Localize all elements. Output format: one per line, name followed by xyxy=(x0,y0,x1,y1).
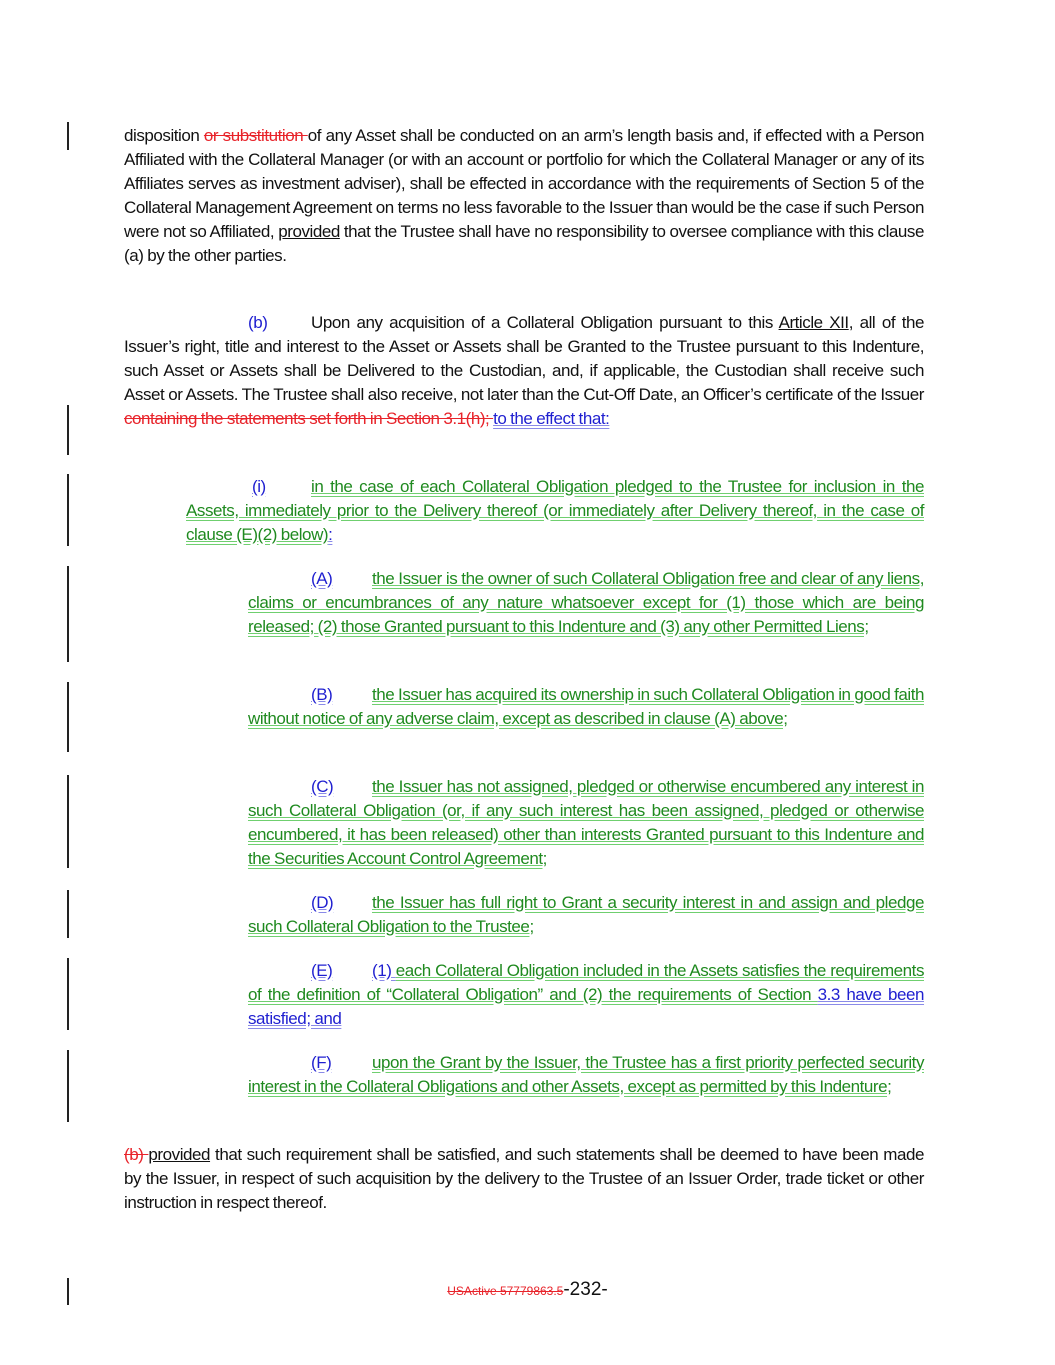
change-bar xyxy=(67,775,69,868)
clause-label: (A) xyxy=(311,569,333,588)
change-bar xyxy=(67,1050,69,1122)
inserted-text: the Issuer has not assigned, pledged or otherwise encumbered any interest in such Collateral Obligation (or, if any such interest has been assigned, pledged or otherwise encumbered, it has been released) other than interests Granted pursuant to this Indenture and the Securities Account Control Agreement; xyxy=(248,777,924,868)
inserted-text: the Issuer has acquired its ownership in such Collateral Obligation in good faith without notice of any adverse claim, except as described in clause (A) above; xyxy=(248,685,924,728)
paragraph-b xyxy=(124,311,924,431)
inserted-text: the Issuer is the owner of such Collateral Obligation free and clear of any liens, claims or encumbrances of any nature whatsoever except for (1) those which are being released; (2) those Granted pursuant to this Indenture and (3) any other Permitted Liens; xyxy=(248,569,924,636)
text: , all of the Issuer’s right, title and interest to the Asset or Assets shall be Granted to the Trustee pursuant to this Indenture, such Asset or Assets shall be Delivered to the Custodian, and, if applicable, the Custodian shall receive such Asset or Assets. The Trustee shall also receive, not later than the Cut-Off Date, an Officer’s certificate of the Issuer xyxy=(124,313,925,404)
inserted-text: the Issuer has full right to Grant a security interest in and assign and pledge such Collateral Obligation to the Trustee; xyxy=(248,893,924,936)
clause-label: (D) xyxy=(311,893,334,912)
deleted-document-id: USActive 57779863.5 xyxy=(447,1284,564,1298)
inserted-text: 3.3 have been satisfied; and xyxy=(248,985,925,1028)
change-bar xyxy=(67,122,69,150)
change-bar xyxy=(67,474,69,546)
inserted-text: in the case of each Collateral Obligation pledged to the Trustee for inclusion in the Assets, immediately prior to the Delivery thereof (or immediately after Delivery thereof, in the case of clause (E)(2) below) xyxy=(186,477,924,544)
clause-D xyxy=(248,891,924,939)
clause-label: (C) xyxy=(311,777,334,796)
clause-i xyxy=(186,475,924,547)
inserted-text: upon the Grant by the Issuer, the Trustee has a first priority perfected security interest in the Collateral Obligations and other Assets, except as permitted by this Indenture; xyxy=(248,1053,924,1096)
underlined-text: provided xyxy=(278,222,340,241)
clause-C xyxy=(248,775,924,871)
page-footer xyxy=(0,1279,1055,1301)
clause-F xyxy=(248,1051,924,1099)
deleted-text: (b) xyxy=(124,1145,149,1164)
clause-label: (B) xyxy=(311,685,333,704)
inserted-text: (1) xyxy=(372,961,396,980)
clause-E xyxy=(248,959,924,1031)
text: that such requirement shall be satisfied, and such statements shall be deemed to have been made by the Issuer, in respect of such acquisition by the delivery to the Trustee of an Issuer Order, trade ticket or other instruction in respect thereof. xyxy=(124,1145,924,1212)
clause-label: (E) xyxy=(311,961,333,980)
proviso-paragraph xyxy=(124,1143,924,1215)
text: of any Asset shall be conducted on an arm’s length basis and, if effected with a Person Affiliated with the Collateral Manager (or with an account or portfolio for which the Collateral Manager or any of its Affiliates serves as investment adviser), shall be effected in accordance with the requirements of Section 5 of the Collateral Management Agreement on terms no less favorable to the Issuer than would be the case if such Person were not so Affiliated, xyxy=(124,126,925,241)
change-bar xyxy=(67,958,69,1030)
deleted-text: or substitution xyxy=(203,126,308,145)
clause-A xyxy=(248,567,924,639)
page-number: -232- xyxy=(563,1279,608,1300)
text: that the Trustee shall have no responsibility to oversee compliance with this clause (a) by the other parties. xyxy=(124,222,924,265)
clause-label: (b) xyxy=(248,313,268,332)
change-bar xyxy=(67,566,69,662)
paragraph-a-continuation xyxy=(124,124,924,268)
text: disposition xyxy=(124,126,204,145)
change-bar xyxy=(67,405,69,455)
clause-label: (F) xyxy=(311,1053,332,1072)
text: Upon any acquisition of a Collateral Obligation pursuant to this xyxy=(311,313,779,332)
change-bar xyxy=(67,890,69,938)
cross-reference: Article XII xyxy=(778,313,849,332)
inserted-text: each Collateral Obligation included in the Assets satisfies the requirements of the definition of “Collateral Obligation” and (2) the requirements of Section xyxy=(248,961,924,1004)
change-bar xyxy=(67,682,69,752)
inserted-text: to the effect that: xyxy=(493,409,610,428)
clause-B xyxy=(248,683,924,731)
deleted-text: containing the statements set forth in Section 3.1(h); xyxy=(124,409,494,428)
inserted-text: : xyxy=(328,525,333,544)
underlined-text: provided xyxy=(148,1145,211,1164)
clause-label: (i) xyxy=(252,477,266,496)
